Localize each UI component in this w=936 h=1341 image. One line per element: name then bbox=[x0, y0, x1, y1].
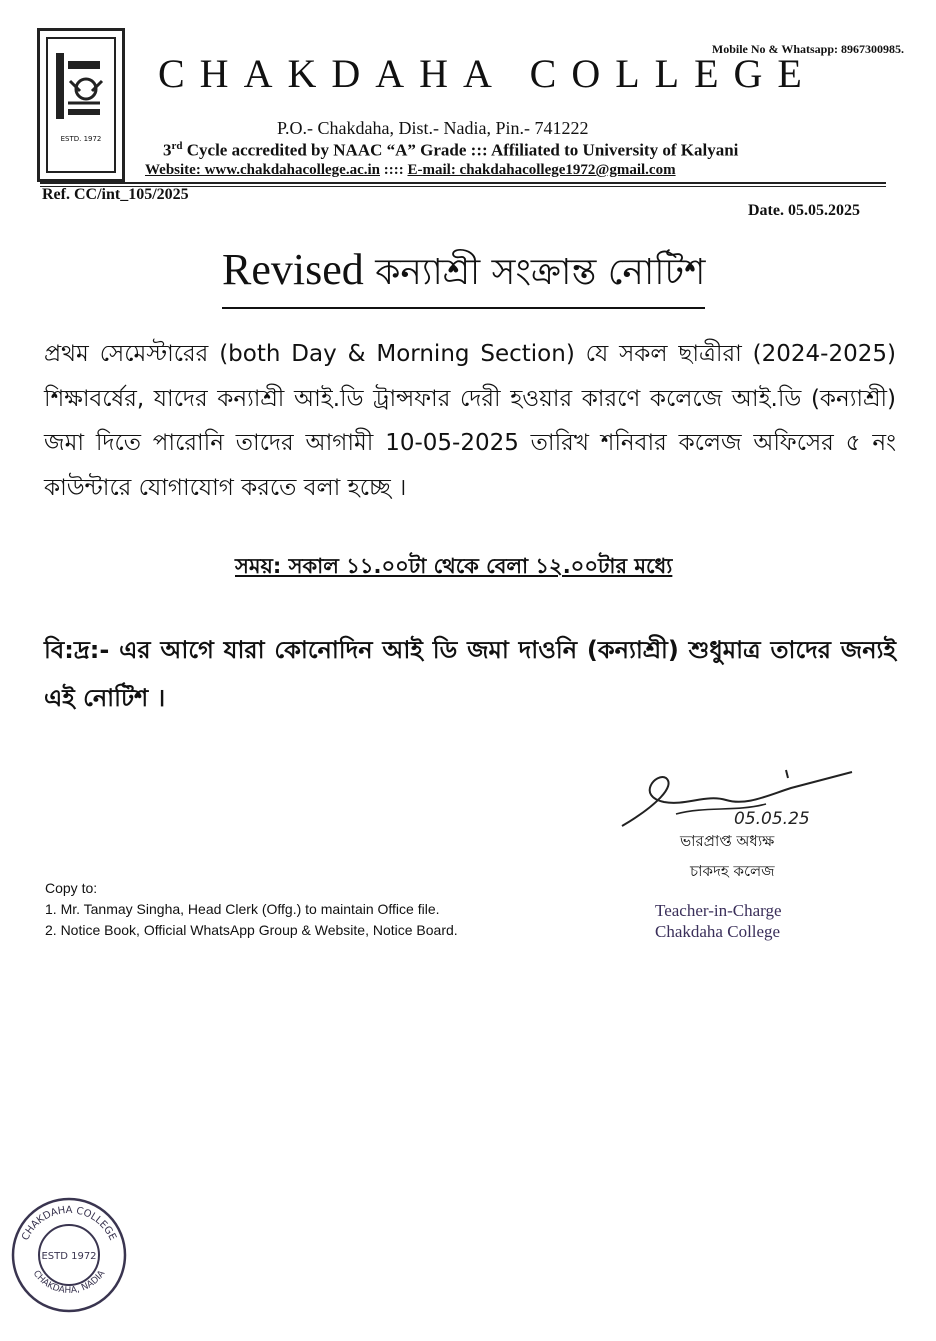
notice-date: Date. 05.05.2025 bbox=[748, 202, 860, 219]
naac-accreditation: 3rd Cycle accredited by NAAC “A” Grade ::: Affiliated to University of Kalyani bbox=[163, 140, 739, 160]
college-seal-icon bbox=[10, 1196, 128, 1314]
college-address: P.O.- Chakdaha, Dist.- Nadia, Pin.- 741222 bbox=[277, 118, 589, 138]
svg-text:ESTD 1972: ESTD 1972 bbox=[41, 1251, 97, 1262]
special-note: বি:দ্র:- এর আগে যারা কোনোদিন আই ডি জমা দাওনি (কন্যাশ্রী) শুধুমাত্র তাদের জন্যই এই নোটিশ । bbox=[44, 636, 896, 712]
signature-date: 05.05.25 bbox=[734, 809, 810, 829]
logo-year: ESTD. 1972 bbox=[60, 135, 102, 143]
svg-text:CHAKDAHA COLLEGE: CHAKDAHA COLLEGE bbox=[20, 1204, 118, 1243]
notice-body: প্রথম সেমেস্টারের (both Day & Morning Section) যে সকল ছাত্রীরা (2024-2025) শিক্ষাবর্ষের, যাদের কন্যাশ্রী আই.ডি ট্রান্সফার দেরী হওয়ার কারণে কলেজে আই.ডি (কন্যাশ্রী) জমা দিতে পারোনি তাদের আগামী 10-05-2025 তারিখ শনিবার কলেজ অফিসের ৫ নং কাউন্টারে যোগাযোগ করতে বলা হচ্ছে । bbox=[44, 341, 896, 501]
website-link[interactable]: Website: www.chakdahacollege.ac.in bbox=[145, 162, 380, 178]
email-link[interactable]: E-mail: chakdahacollege1972@gmail.com bbox=[407, 162, 676, 178]
contact-line: Website: www.chakdahacollege.ac.in :::: E-mail: chakdahacollege1972@gmail.com bbox=[145, 162, 676, 178]
college-name-bn: চাকদহ কলেজ bbox=[690, 862, 775, 880]
college-logo bbox=[37, 28, 125, 182]
logo-emblem-icon bbox=[54, 51, 104, 121]
teacher-in-charge-stamp: Teacher-in-Charge Chakdaha College bbox=[655, 901, 782, 941]
mobile-number: Mobile No & Whatsapp: 8967300985. bbox=[711, 42, 904, 56]
copy-to-item: 1. Mr. Tanmay Singha, Head Clerk (Offg.) to maintain Office file. bbox=[45, 901, 440, 917]
header-divider bbox=[40, 182, 886, 184]
copy-to-item: 2. Notice Book, Official WhatsApp Group & Website, Notice Board. bbox=[45, 922, 458, 938]
designation-bn: ভারপ্রাপ্ত অধ্যক্ষ bbox=[680, 832, 775, 850]
svg-text:CHAKDAHA, NADIA: CHAKDAHA, NADIA bbox=[30, 1268, 108, 1296]
reference-number: Ref. CC/int_105/2025 bbox=[42, 186, 189, 203]
copy-to-heading: Copy to: bbox=[45, 880, 98, 896]
college-name: CHAKDAHA COLLEGE bbox=[158, 51, 817, 96]
signature-image bbox=[616, 766, 856, 836]
notice-title: Revised কন্যাশ্রী সংক্রান্ত নোটিশ bbox=[222, 244, 705, 309]
copy-to-block bbox=[45, 878, 458, 941]
timing-line: সময়: সকাল ১১.০০টা থেকে বেলা ১২.০০টার মধ্যে bbox=[235, 554, 673, 578]
